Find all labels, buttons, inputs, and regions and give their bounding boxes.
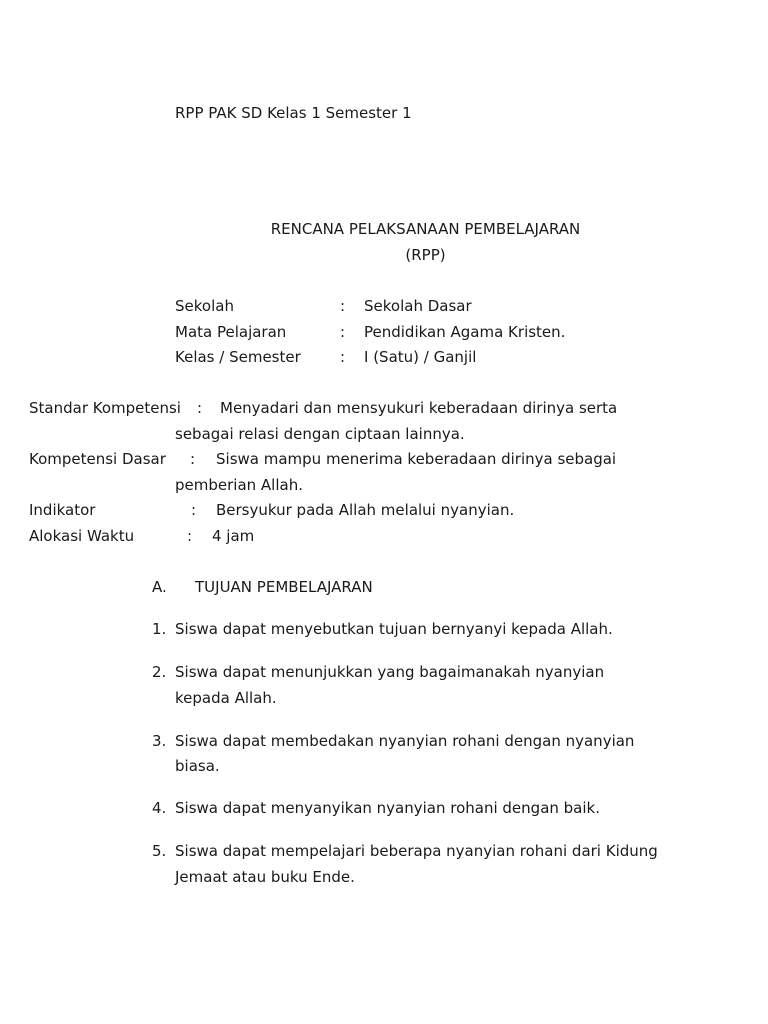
identity-label-school: Sekolah (175, 297, 234, 315)
indicator-value: Bersyukur pada Allah melalui nyanyian. (216, 501, 515, 519)
identity-label-class: Kelas / Semester (175, 348, 301, 366)
main-heading-abbr: (RPP) (405, 246, 446, 264)
list-item-number: 4. (152, 799, 167, 817)
list-item-number: 3. (152, 732, 167, 750)
sk-value-line1: Menyadari dan mensyukuri keberadaan dirinya serta (220, 399, 618, 417)
list-item-text-cont: Jemaat atau buku Ende. (175, 868, 355, 886)
main-heading: RENCANA PELAKSANAAN PEMBELAJARAN (270, 220, 581, 238)
list-item-number: 1. (152, 620, 167, 638)
identity-separator: : (340, 348, 346, 366)
list-item-number: 2. (152, 663, 167, 681)
sk-label: Standar Kompetensi (29, 399, 181, 417)
list-item-number: 5. (152, 842, 167, 860)
list-item-text: Siswa dapat menyebutkan tujuan bernyanyi kepada Allah. (175, 620, 613, 638)
sk-separator: : (197, 399, 203, 417)
indicator-separator: : (191, 501, 197, 519)
identity-value-subject: Pendidikan Agama Kristen. (364, 323, 566, 341)
time-allocation-value: 4 jam (212, 527, 255, 545)
list-item-text: Siswa dapat menyanyikan nyanyian rohani dengan baik. (175, 799, 600, 817)
indicator-label: Indikator (29, 501, 96, 519)
time-allocation-label: Alokasi Waktu (29, 527, 135, 545)
section-letter: A. (152, 578, 167, 596)
kd-label: Kompetensi Dasar (29, 450, 166, 468)
time-allocation-separator: : (187, 527, 193, 545)
identity-separator: : (340, 297, 346, 315)
document-header-title: RPP PAK SD Kelas 1 Semester 1 (175, 104, 412, 122)
list-item-text-cont: kepada Allah. (175, 689, 277, 707)
identity-value-class: I (Satu) / Ganjil (364, 348, 477, 366)
identity-value-school: Sekolah Dasar (364, 297, 472, 315)
list-item-text: Siswa dapat menunjukkan yang bagaimanakah nyanyian (175, 663, 605, 681)
list-item-text-cont: biasa. (175, 757, 220, 775)
list-item-text: Siswa dapat mempelajari beberapa nyanyian rohani dari Kidung (175, 842, 658, 860)
sk-value-line2: sebagai relasi dengan ciptaan lainnya. (175, 425, 465, 443)
identity-label-subject: Mata Pelajaran (175, 323, 287, 341)
kd-value-line2: pemberian Allah. (175, 476, 303, 494)
list-item-text: Siswa dapat membedakan nyanyian rohani dengan nyanyian (175, 732, 635, 750)
identity-separator: : (340, 323, 346, 341)
kd-value-line1: Siswa mampu menerima keberadaan dirinya sebagai (216, 450, 617, 468)
kd-separator: : (190, 450, 196, 468)
section-title: TUJUAN PEMBELAJARAN (195, 578, 373, 596)
